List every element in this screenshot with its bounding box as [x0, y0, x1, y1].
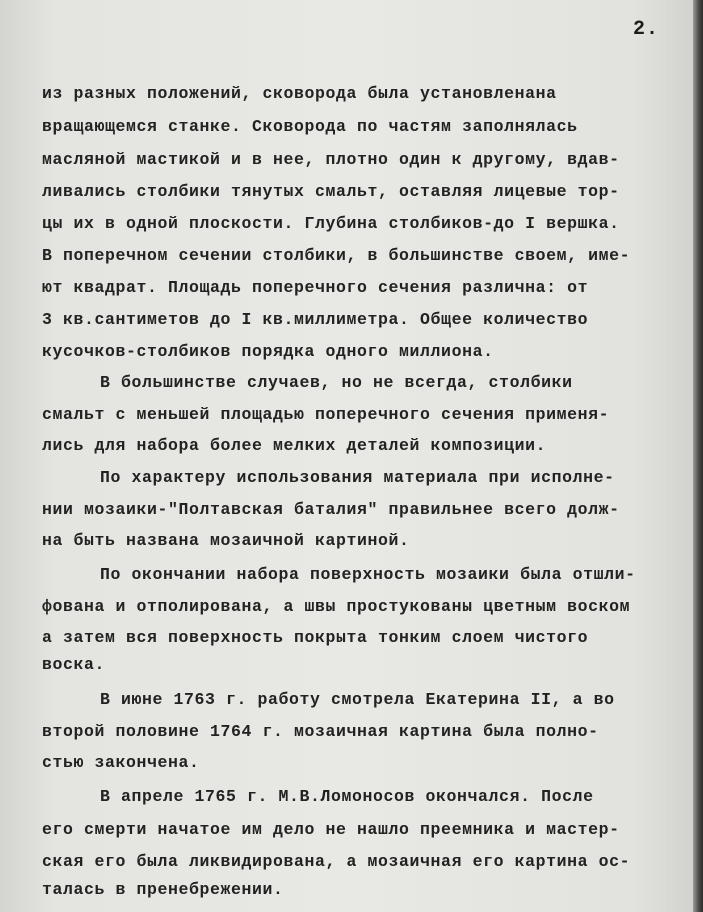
text-line-13: По характеру использования материала при исполне-	[100, 468, 615, 487]
text-line-23: В апреле 1765 г. М.В.Ломоносов окончался. После	[100, 787, 594, 806]
text-line-1: из разных положений, сковорода была установленана	[42, 84, 557, 103]
text-line-16: По окончании набора поверхность мозаики была отшли-	[100, 565, 636, 584]
text-line-2: вращающемся станке. Сковорода по частям заполнялась	[42, 117, 578, 136]
text-line-14: нии мозаики-"Полтавская баталия" правильнее всего долж-	[42, 500, 620, 519]
text-line-8: 3 кв.сантиметов до I кв.миллиметра. Общее количество	[42, 310, 589, 329]
text-line-21: второй половине 1764 г. мозаичная картина была полно-	[42, 722, 599, 741]
text-line-26: талась в пренебрежении.	[42, 880, 284, 899]
text-line-24: его смерти начатое им дело не нашло преемника и мастер-	[42, 820, 620, 839]
text-line-18: а затем вся поверхность покрыта тонким слоем чистого	[42, 628, 589, 647]
text-line-15: на быть названа мозаичной картиной.	[42, 531, 410, 550]
text-line-6: В поперечном сечении столбики, в большинстве своем, име-	[42, 246, 631, 265]
text-line-4: ливались столбики тянутых смальт, оставляя лицевые тор-	[42, 182, 620, 201]
text-line-7: ют квадрат. Площадь поперечного сечения различна: от	[42, 278, 589, 297]
text-line-9: кусочков-столбиков порядка одного миллиона.	[42, 342, 494, 361]
text-line-11: смальт с меньшей площадью поперечного сечения применя-	[42, 405, 610, 424]
text-line-12: лись для набора более мелких деталей композиции.	[42, 436, 547, 455]
text-line-25: ская его была ликвидирована, а мозаичная его картина ос-	[42, 852, 631, 871]
page-number: 2.	[633, 18, 660, 41]
text-line-3: масляной мастикой и в нее, плотно один к другому, вдав-	[42, 150, 620, 169]
text-line-20: В июне 1763 г. работу смотрела Екатерина II, а во	[100, 690, 615, 709]
text-line-17: фована и отполирована, а швы простукованы цветным воском	[42, 597, 631, 616]
text-line-5: цы их в одной плоскости. Глубина столбиков-до I вершка.	[42, 214, 620, 233]
text-line-10: В большинстве случаев, но не всегда, столбики	[100, 373, 573, 392]
text-line-22: стью закончена.	[42, 753, 200, 772]
text-line-19: воска.	[42, 655, 106, 674]
page-edge-shadow	[693, 0, 703, 912]
